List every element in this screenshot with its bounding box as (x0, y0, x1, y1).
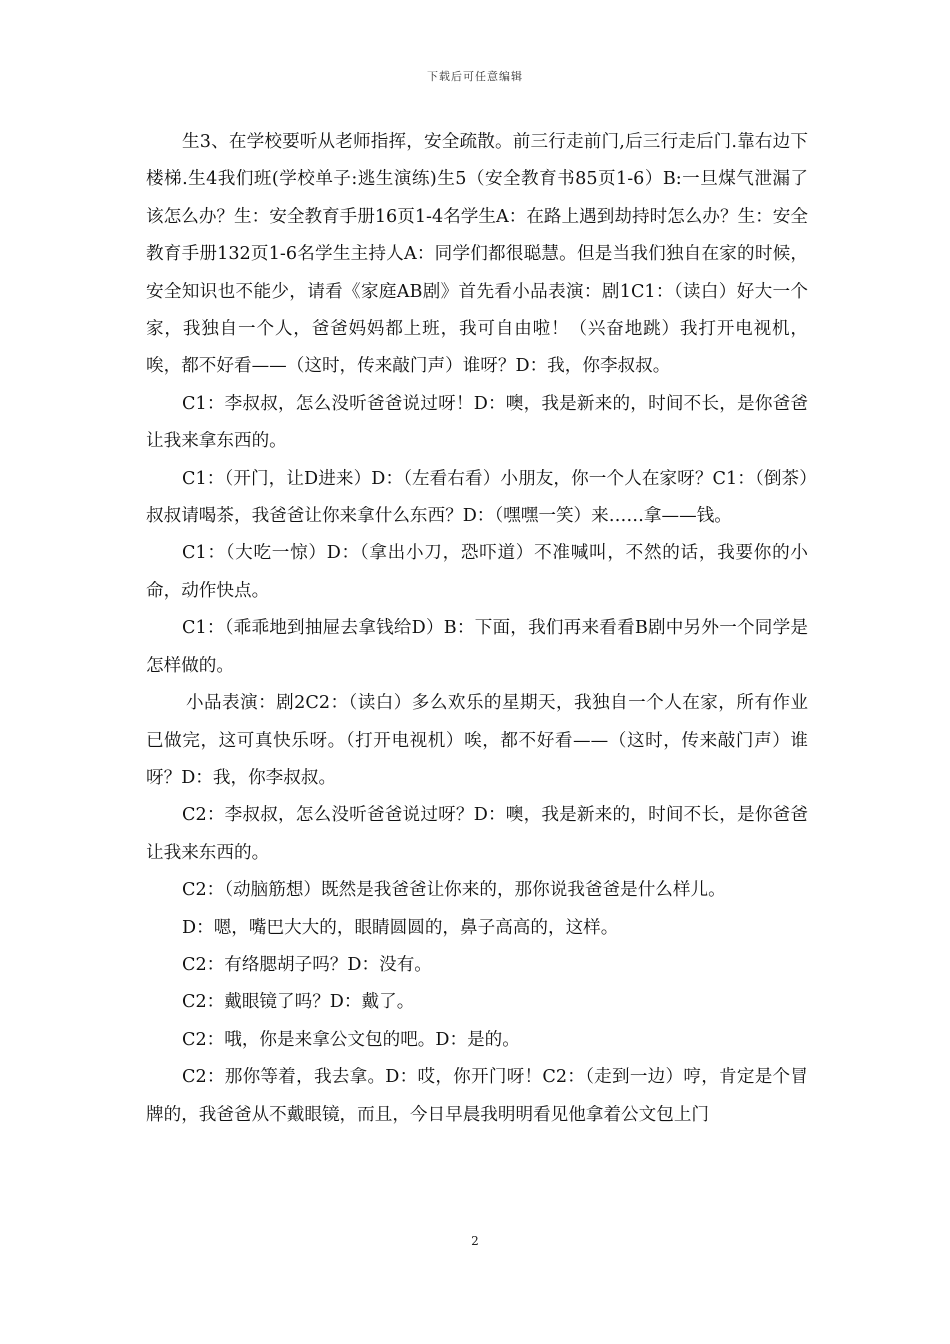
paragraph-4: C1：（大吃一惊）D：（拿出小刀，恐吓道）不准喊叫，不然的话，我要你的小命，动作快点。 (146, 543, 808, 601)
paragraph-5: C1：（乖乖地到抽屉去拿钱给D）B：下面，我们再来看看B剧中另外一个同学是怎样做的。 (146, 618, 808, 676)
paragraph-3: C1：（开门，让D进来）D：（左看右看）小朋友，你一个人在家呀？C1：（倒茶）叔叔请喝茶，我爸爸让你来拿什么东西？D：（嘿嘿一笑）来……拿——钱。 (146, 468, 808, 527)
document-body (146, 124, 808, 1134)
paragraph-9: D：嗯，嘴巴大大的，眼睛圆圆的，鼻子高高的，这样。 (182, 917, 619, 938)
paragraph-13: C2：那你等着，我去拿。D：哎，你开门呀！C2：（走到一边）哼，肯定是个冒牌的，我爸爸从不戴眼镜，而且，今日早晨我明明看见他拿着公文包上门 (146, 1067, 808, 1125)
page-header: 下载后可任意编辑 (427, 70, 523, 83)
paragraph-2: C1：李叔叔，怎么没听爸爸说过呀！D：噢，我是新来的，时间不长，是你爸爸让我来拿东西的。 (146, 393, 808, 452)
page-number: 2 (471, 1234, 479, 1248)
paragraph-11: C2：戴眼镜了吗？D：戴了。 (182, 992, 415, 1013)
paragraph-8: C2：（动脑筋想）既然是我爸爸让你来的，那你说我爸爸是什么样儿。 (182, 880, 726, 901)
paragraph-6: 小品表演：剧2C2：（读白）多么欢乐的星期天，我独自一个人在家，所有作业已做完，这可真快乐呀。（打开电视机）唉，都不好看——（这时，传来敲门声）谁呀？D：我，你李叔叔。 (146, 693, 808, 788)
paragraph-10: C2：有络腮胡子吗？D：没有。 (182, 954, 432, 975)
paragraph-1: 生3、在学校要听从老师指挥，安全疏散。前三行走前门,后三行走后门.靠右边下楼梯.生4我们班(学校单子:逃生演练)生5（安全教育书85页1-6）B:一旦煤气泄漏了该怎么办？生：安全教育手册16页1-4名学生A：在路上遇到劫持时怎么办？生：安全教育手册132页1-6名学生主持人A：同学们都很聪慧。但是当我们独自在家的时候，安全知识也不能少，请看《家庭AB剧》首先看小品表演：剧1C1：（读白）好大一个家，我独自一个人，爸爸妈妈都上班，我可自由啦！（兴奋地跳）我打开电视机，唉，都不好看——（这时，传来敲门声）谁呀？D：我，你李叔叔。 (146, 132, 808, 377)
paragraph-7: C2：李叔叔，怎么没听爸爸说过呀？D：噢，我是新来的，时间不长，是你爸爸让我来东西的。 (146, 805, 808, 863)
paragraph-12: C2：哦，你是来拿公文包的吧。D：是的。 (182, 1029, 520, 1050)
